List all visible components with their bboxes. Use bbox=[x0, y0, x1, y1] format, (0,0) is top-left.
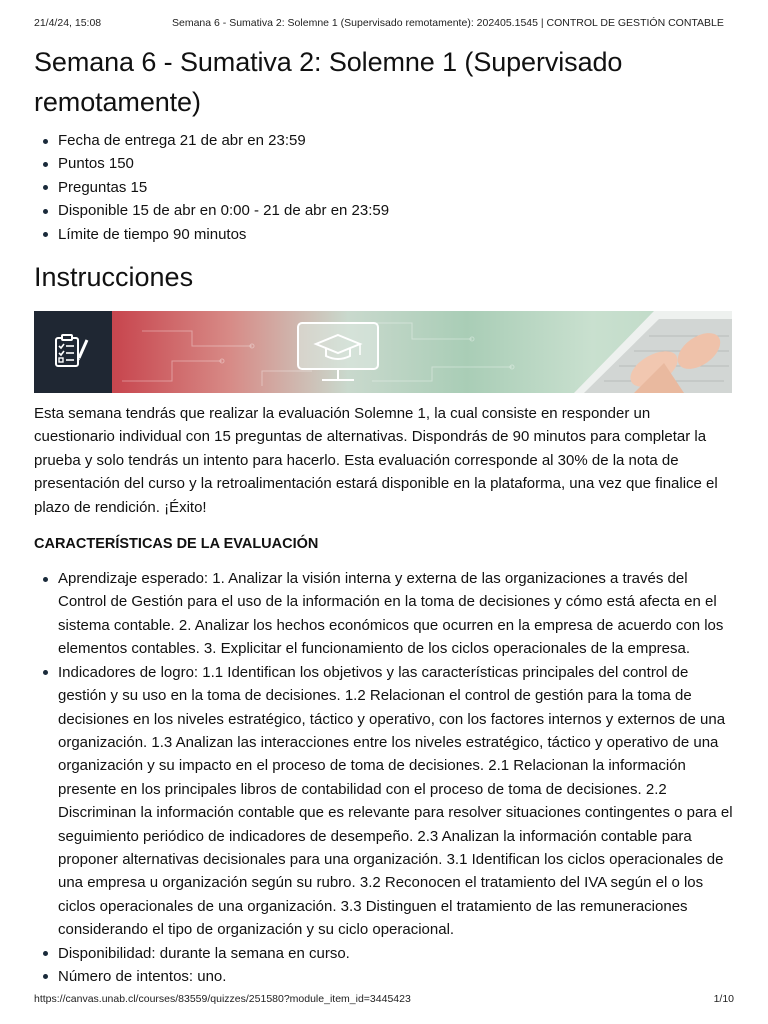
detail-points: Puntos 150 bbox=[58, 152, 734, 175]
instructions-intro: Esta semana tendrás que realizar la evaluación Solemne 1, la cual consiste en responder un cuestionario individual con 15 preguntas de alternativas. Dispondrás de 90 minutos para completar la prueba y solo tendrás un intento para hacerlo. Esta evaluación corresponde al 30% de la nota de presentación del curso y la retroalimentación estará disponible en la plataforma, una vez que finalice el plazo de rendición. ¡Éxito! bbox=[34, 405, 718, 516]
print-footer bbox=[34, 993, 734, 1007]
print-date: 21/4/24, 15:08 bbox=[34, 17, 102, 29]
detail-due-date: Fecha de entrega 21 de abr en 23:59 bbox=[58, 129, 734, 152]
feature-expected-learning: Aprendizaje esperado: 1. Analizar la visión interna y externa de las organizaciones a través del Control de Gestión para el uso de la información en la toma de decisiones y cómo está afecta en el sistema contable. 2. Analizar los hechos económicos que ocurren en la empresa de acuerdo con los elementos contables. 3. Explicitar el funcionamiento de los ciclos operacionales de la empresa. bbox=[58, 567, 734, 661]
instructions-banner bbox=[34, 311, 732, 393]
evaluation-characteristics-heading: CARACTERÍSTICAS DE LA EVALUACIÓN bbox=[34, 536, 319, 553]
laptop-typing-icon bbox=[534, 311, 732, 393]
print-url: https://canvas.unab.cl/courses/83559/quizzes/251580?module_item_id=3445423 bbox=[34, 993, 411, 1005]
print-page-title: Semana 6 - Sumativa 2: Solemne 1 (Supervisado remotamente): 202405.1545 | CONTROL DE GESTIÓN CONTABLE bbox=[172, 17, 724, 29]
feature-availability: Disponibilidad: durante la semana en curso. bbox=[58, 942, 734, 965]
quiz-content bbox=[34, 42, 734, 988]
print-header bbox=[34, 17, 734, 31]
banner-icon-box bbox=[34, 311, 112, 393]
evaluation-characteristics-list bbox=[34, 567, 734, 988]
checklist-icon bbox=[52, 332, 92, 372]
feature-achievement-indicators: Indicadores de logro: 1.1 Identifican los objetivos y las características principales del control de gestión y su uso en la toma de decisiones. 1.2 Relacionan el control de gestión para la toma de decisiones en los niveles estratégico, táctico y operativo, con los factores internos y externos de una organización. 1.3 Analizan las interacciones entre los niveles estratégico, táctico y operativo de una organización y su impacto en el proceso de toma de decisiones. 2.1 Relacionan la información presente en los principales libros de contabilidad con el proceso de toma de decisiones. 2.2 Discriminan la información contable que es relevante para resolver situaciones contingentes o para el seguimiento periódico de indicadores de desempeño. 2.3 Analizan la información contable para proponer alternativas decisionales para una organización. 3.1 Identifican los ciclos operacionales de una empresa u organización según su rubro. 3.2 Reconocen el tratamiento del IVA según el o los ciclos operacionales de una organización. 3.3 Distinguen el tratamiento de las remuneraciones considerando el tipo de organización y su ciclo operacional. bbox=[58, 661, 734, 942]
feature-attempts: Número de intentos: uno. bbox=[58, 965, 734, 988]
detail-available: Disponible 15 de abr en 0:00 - 21 de abr en 23:59 bbox=[58, 199, 734, 222]
print-page-number: 1/10 bbox=[713, 993, 734, 1005]
detail-questions: Preguntas 15 bbox=[58, 176, 734, 199]
quiz-details-list bbox=[34, 129, 734, 246]
graduation-cap-icon bbox=[278, 317, 398, 387]
instructions-heading: Instrucciones bbox=[34, 262, 194, 293]
detail-time-limit: Límite de tiempo 90 minutos bbox=[58, 223, 734, 246]
quiz-title: Semana 6 - Sumativa 2: Solemne 1 (Supervisado remotamente) bbox=[34, 47, 623, 117]
